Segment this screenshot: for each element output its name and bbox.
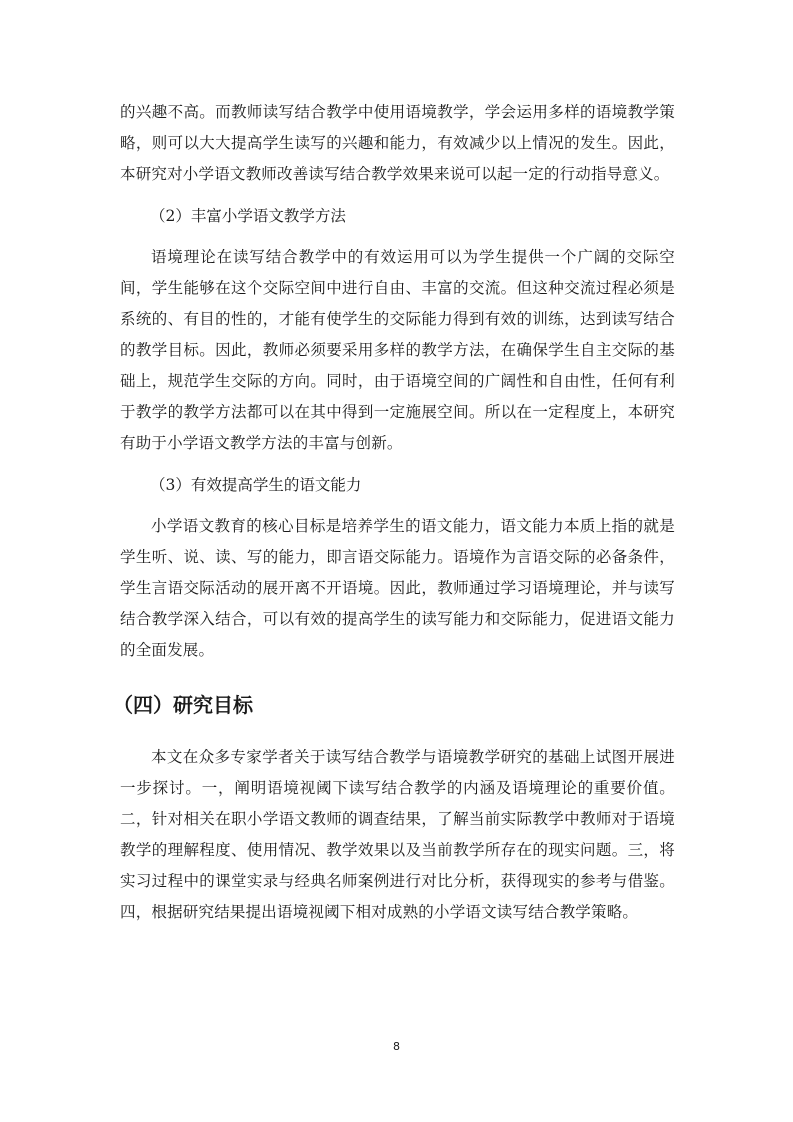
subsection-2-heading: （2）丰富小学语文教学方法	[150, 207, 346, 225]
page-number: 8	[393, 1040, 400, 1053]
section-4-body: 本文在众多专家学者关于读写结合教学与语境教学研究的基础上试图开展进一步探讨。一，阐明语境视阈下读写结合教学的内涵及语境理论的重要价值。二，针对相关在职小学语文教师的调查结果，了解当前实际教学中教师对于语境教学的理解程度、使用情况、教学效果以及当前教学所存在的现实问题。三，将实习过程中的课堂实录与经典名师案例进行对比分析，获得现实的参考与借鉴。四，根据研究结果提出语境视阈下相对成熟的小学语文读写结合教学策略。	[120, 748, 675, 921]
section-4-heading: （四）研究目标	[113, 693, 253, 717]
subsection-3-body: 小学语文教育的核心目标是培养学生的语文能力，语文能力本质上指的就是学生听、说、读、写的能力，即言语交际能力。语境作为言语交际的必备条件，学生言语交际活动的展开离不开语境。因此，教师通过学习语境理论，并与读写结合教学深入结合，可以有效的提高学生的读写能力和交际能力，促进语文能力的全面发展。	[120, 517, 675, 659]
subsection-2-body: 语境理论在读写结合教学中的有效运用可以为学生提供一个广阔的交际空间，学生能够在这个交际空间中进行自由、丰富的交流。但这种交流过程必须是系统的、有目的性的，才能有使学生的交际能力得到有效的训练，达到读写结合的教学目标。因此，教师必须要采用多样的教学方法，在确保学生自主交际的基础上，规范学生交际的方向。同时，由于语境空间的广阔性和自由性，任何有利于教学的教学方法都可以在其中得到一定施展空间。所以在一定程度上，本研究有助于小学语文教学方法的丰富与创新。	[120, 248, 675, 452]
continuation-paragraph: 的兴趣不高。而教师读写结合教学中使用语境教学，学会运用多样的语境教学策略，则可以大大提高学生读写的兴趣和能力，有效减少以上情况的发生。因此，本研究对小学语文教师改善读写结合教学效果来说可以起一定的行动指导意义。	[120, 103, 675, 183]
subsection-3-heading: （3）有效提高学生的语文能力	[150, 476, 362, 494]
